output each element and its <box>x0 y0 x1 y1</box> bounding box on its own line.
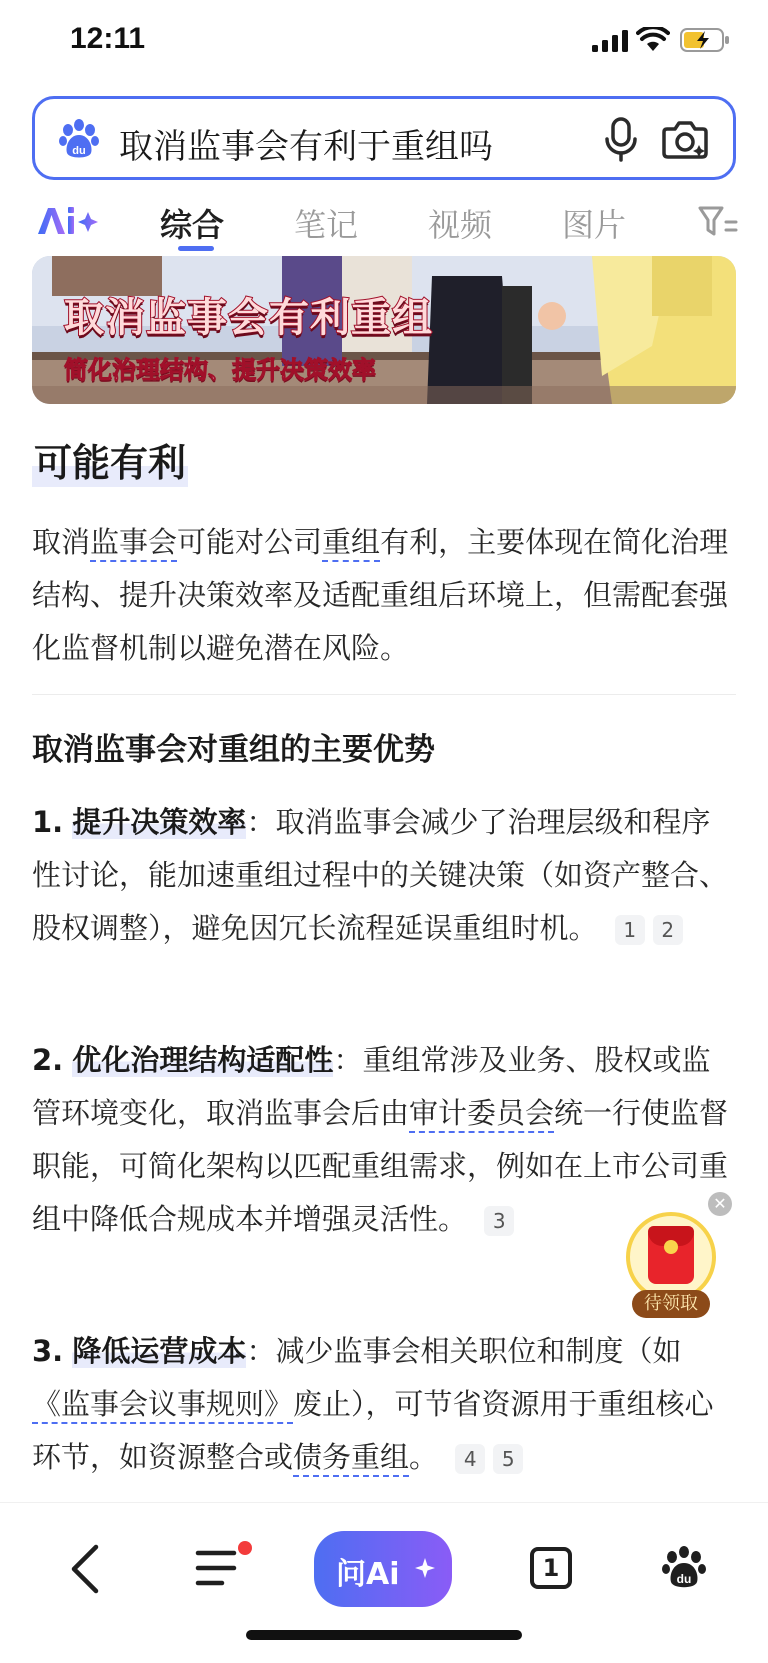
status-bar <box>0 0 768 88</box>
point-number: 2. <box>32 1043 64 1077</box>
menu-list-icon[interactable] <box>194 1545 242 1591</box>
svg-text:du: du <box>676 1572 692 1586</box>
citation-ref[interactable]: 5 <box>493 1444 523 1474</box>
point-number: 1. <box>32 805 64 839</box>
intro-text: 取消 <box>32 525 91 559</box>
intro-text: 可能对公司 <box>177 525 323 559</box>
hero-image[interactable] <box>32 256 736 404</box>
search-input[interactable]: 取消监事会有利于重组吗 <box>119 127 493 167</box>
link-audit-committee[interactable]: 审计委员会 <box>409 1096 554 1133</box>
red-packet-close-icon[interactable]: ✕ <box>708 1192 732 1216</box>
ai-plus-icon[interactable] <box>36 204 102 238</box>
link-debt-restructuring[interactable]: 债务重组 <box>293 1440 409 1477</box>
point-title: 降低运营成本 <box>72 1334 247 1368</box>
hero-title: 取消监事会有利重组 <box>64 295 433 341</box>
point-text: ：取消监事会减少了治理层级和程序性讨论，能加速重组过程中的关键决策（如资产整合、股权调整），避免因冗长流程延误重组时机。 <box>32 805 729 945</box>
filter-icon[interactable] <box>698 204 738 240</box>
ask-ai-button[interactable] <box>314 1531 452 1607</box>
camera-search-icon[interactable] <box>661 117 709 161</box>
tab-notes[interactable]: 笔记 <box>294 206 359 244</box>
link-restructuring[interactable]: 重组 <box>322 525 380 562</box>
citation-ref[interactable]: 1 <box>615 915 645 945</box>
gold-coin-icon <box>664 1240 678 1254</box>
sparkle-icon <box>414 1557 436 1579</box>
red-packet-widget[interactable] <box>622 1212 718 1322</box>
baidu-home-icon[interactable] <box>660 1543 708 1591</box>
link-board-rules[interactable]: 《监事会议事规则》 <box>32 1387 293 1424</box>
tab-video[interactable]: 视频 <box>428 206 493 244</box>
advantages-heading: 取消监事会对重组的主要优势 <box>32 732 435 768</box>
cellular-signal-icon <box>592 30 628 52</box>
ask-ai-label: 问Ai <box>336 1557 400 1592</box>
baidu-logo-icon <box>57 117 101 161</box>
svg-text:du: du <box>72 145 86 157</box>
answer-heading: 可能有利 <box>32 432 188 487</box>
point-text: 。 <box>409 1440 439 1474</box>
battery-charging-icon <box>680 28 730 52</box>
link-supervisory-board[interactable]: 监事会 <box>90 525 177 562</box>
tab-images[interactable]: 图片 <box>562 206 627 244</box>
point-text: ：重组常涉及业务、股权或监管环境变化，取消监事会后由 <box>32 1043 711 1130</box>
hero-subtitle: 简化治理结构、提升决策效率 <box>64 356 376 384</box>
search-tabs <box>0 190 768 254</box>
tab-comprehensive[interactable]: 综合 <box>160 206 225 244</box>
divider <box>32 694 736 695</box>
point-1 <box>32 796 736 955</box>
wifi-icon <box>636 27 670 53</box>
answer-intro <box>32 516 736 675</box>
search-box[interactable] <box>32 96 736 180</box>
point-title: 提升决策效率 <box>72 805 247 839</box>
citation-ref[interactable]: 4 <box>455 1444 485 1474</box>
citation-ref[interactable]: 3 <box>484 1206 514 1236</box>
notification-dot <box>238 1541 252 1555</box>
point-text: 统一行使监督职能，可简化架构以匹配重组需求，例如在上市公司重组中降低合规成本并增强灵活性。 <box>32 1096 729 1236</box>
home-indicator <box>246 1630 522 1640</box>
active-tab-indicator <box>178 246 214 251</box>
point-text: ：减少监事会相关职位和制度（如 <box>246 1334 682 1368</box>
back-arrow-icon[interactable] <box>66 1543 102 1595</box>
citation-ref[interactable]: 2 <box>653 915 683 945</box>
point-number: 3. <box>32 1334 64 1368</box>
point-title: 优化治理结构适配性 <box>72 1043 334 1077</box>
status-time: 12:11 <box>70 22 146 55</box>
point-text: 废止），可节省资源用于重组核心环节，如资源整合或 <box>32 1387 714 1474</box>
tab-count-button[interactable]: 1 <box>530 1547 572 1589</box>
intro-text: 有利，主要体现在简化治理结构、提升决策效率及适配重组后环境上，但需配套强化监督机制以避免潜在风险。 <box>32 525 729 665</box>
microphone-icon[interactable] <box>599 115 643 163</box>
point-3 <box>32 1325 736 1484</box>
red-packet-label: 待领取 <box>632 1290 710 1318</box>
